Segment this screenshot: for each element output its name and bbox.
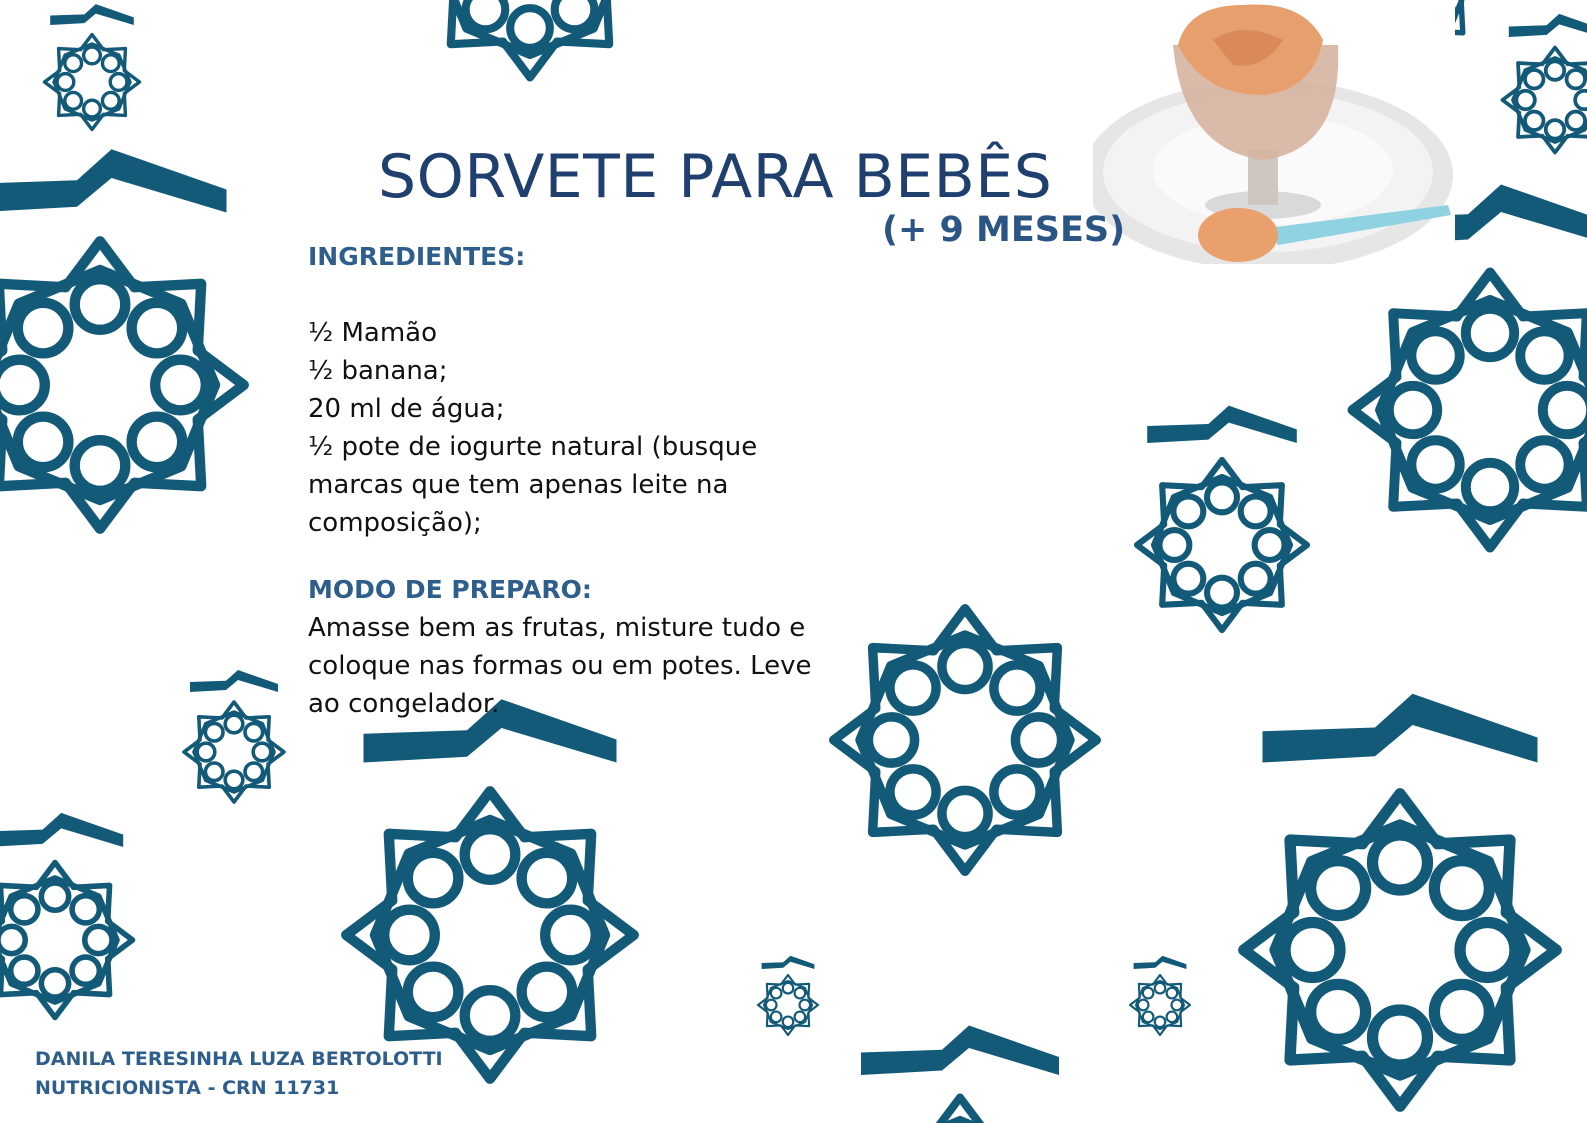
ornament-bottom-tiny-2 bbox=[1130, 956, 1190, 1035]
ingredient-item: ½ Mamão bbox=[308, 318, 437, 348]
method-heading: MODO DE PREPARO: bbox=[308, 575, 592, 604]
ornament-center-medium bbox=[834, 609, 1097, 872]
method-text: Amasse bem as frutas, misture tudo e coloque nas formas ou em potes. Leve ao congelador. bbox=[308, 613, 812, 719]
ornament-bottom-center-cut bbox=[848, 1026, 1073, 1123]
ornament-right-edge-small bbox=[1503, 14, 1587, 153]
ornament-bottom-left-edge bbox=[0, 813, 133, 1018]
ingredients-list bbox=[308, 314, 828, 542]
ornament-right-medium bbox=[1137, 406, 1307, 630]
recipe-title: SORVETE PARA BEBÊS bbox=[378, 142, 1053, 212]
ingredient-item: ½ banana; bbox=[308, 356, 448, 386]
ornament-bottom-right-large bbox=[1244, 694, 1557, 1107]
author-name: DANILA TERESINHA LUZA BERTOLOTTI bbox=[35, 1048, 443, 1070]
ingredient-item: 20 ml de água; bbox=[308, 394, 505, 424]
author-credential: NUTRICIONISTA - CRN 11731 bbox=[35, 1077, 340, 1099]
ornament-top-center bbox=[418, 0, 643, 78]
recipe-age-subtitle: (+ 9 MESES) bbox=[882, 210, 1126, 250]
ornament-left-large bbox=[0, 149, 244, 529]
ingredients-heading: INGREDIENTES: bbox=[308, 242, 526, 271]
ice-cream-photo bbox=[1093, 0, 1455, 264]
ornament-left-small bbox=[184, 670, 284, 802]
ingredient-item: ½ pote de iogurte natural (busque marcas que tem apenas leite na composição); bbox=[308, 432, 758, 538]
ornament-bottom-center-large bbox=[346, 699, 634, 1079]
ornament-top-left bbox=[44, 4, 139, 129]
ornament-bottom-tiny-1 bbox=[758, 956, 818, 1035]
